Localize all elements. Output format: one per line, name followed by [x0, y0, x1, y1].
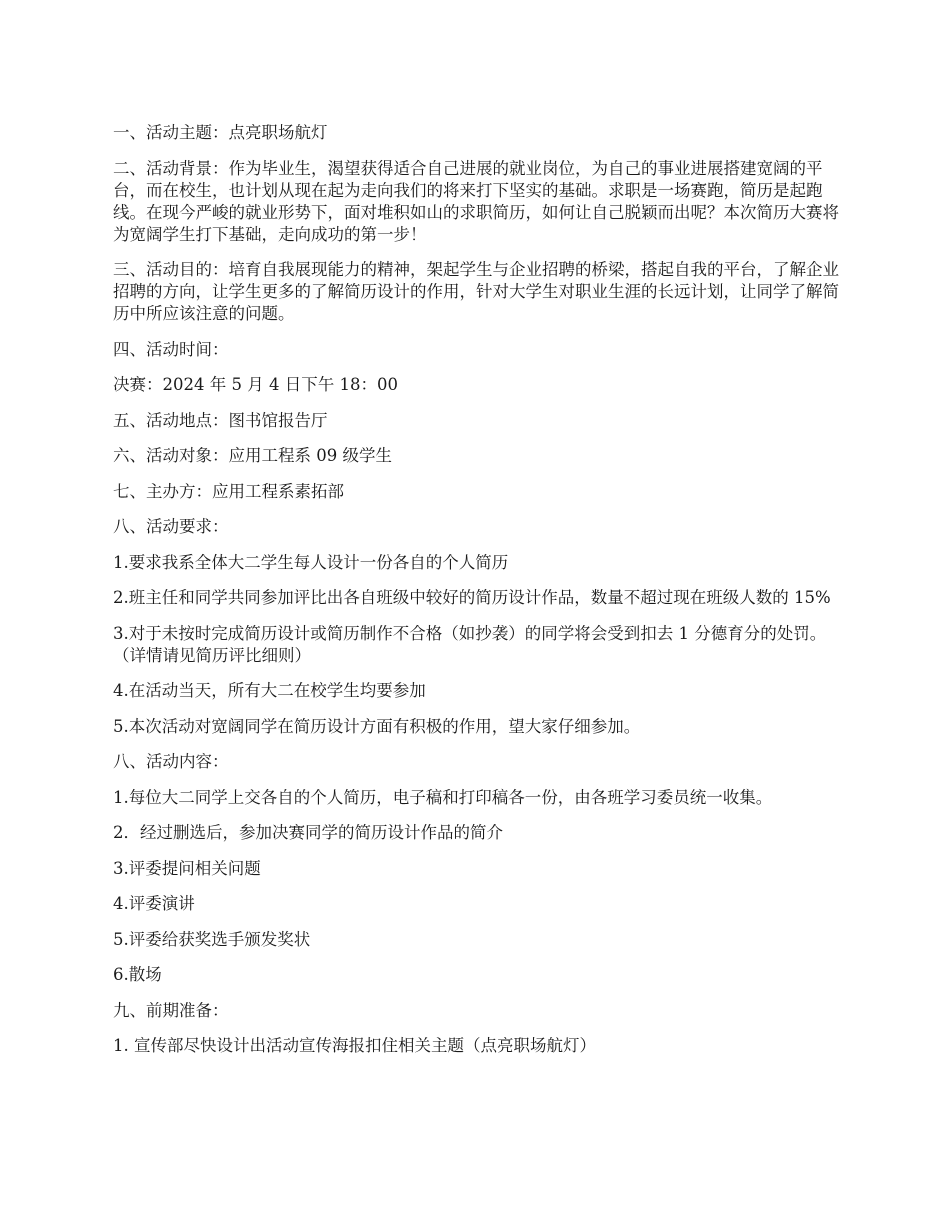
requirement-item: 4.在活动当天，所有大二在校学生均要参加	[113, 681, 426, 700]
section-theme: 一、活动主题：点亮职场航灯	[113, 123, 328, 142]
section-audience: 六、活动对象：应用工程系 09 级学生	[113, 446, 392, 465]
section-purpose: 三、活动目的：培育自我展现能力的精神，架起学生与企业招聘的桥梁，搭起自我的平台，了解企业招聘的方向，让学生更多的了解简历设计的作用，针对大学生对职业生涯的长远计划，让同学了解简历中所应该注意的问题。	[113, 260, 839, 323]
section-preparation-heading: 九、前期准备：	[113, 1000, 229, 1020]
document-body	[113, 122, 843, 1071]
content-item: 1.每位大二同学上交各自的个人简历，电子稿和打印稿各一份，由各班学习委员统一收集。	[113, 787, 773, 807]
content-item: 5.评委给获奖选手颁发奖状	[113, 929, 311, 949]
content-item: 2．经过删选后，参加决赛同学的简历设计作品的简介	[113, 823, 503, 842]
section-organizer: 七、主办方：应用工程系素拓部	[113, 481, 344, 501]
requirement-item: 1.要求我系全体大二学生每人设计一份各自的个人简历	[113, 552, 509, 572]
preparation-item: 1. 宣传部尽快设计出活动宣传海报扣住相关主题（点亮职场航灯）	[113, 1036, 596, 1055]
content-item: 3.评委提问相关问题	[113, 858, 261, 878]
section-background: 二、活动背景：作为毕业生，渴望获得适合自己进展的就业岗位，为自己的事业进展搭建宽阔的平台，而在校生，也计划从现在起为走向我们的将来打下坚实的基础。求职是一场赛跑，简历是起跑线。在现今严峻的就业形势下，面对堆积如山的求职简历，如何让自己脱颖而出呢？本次简历大赛将为宽阔学生打下基础，走向成功的第一步！	[113, 158, 839, 244]
final-time: 决赛：2024 年 5 月 4 日下午 18：00	[113, 375, 398, 394]
section-time-heading: 四、活动时间：	[113, 339, 229, 359]
section-requirements-heading: 八、活动要求：	[113, 517, 229, 536]
content-item: 6.散场	[113, 965, 162, 984]
section-content-heading: 八、活动内容：	[113, 752, 229, 771]
requirement-item: 3.对于未按时完成简历设计或简历制作不合格（如抄袭）的同学将会受到扣去 1 分德育分的处罚。（详情请见简历评比细则）	[113, 623, 827, 665]
section-location: 五、活动地点：图书馆报告厅	[113, 410, 328, 430]
requirement-item: 5.本次活动对宽阔同学在简历设计方面有积极的作用，望大家仔细参加。	[113, 716, 641, 736]
content-item: 4.评委演讲	[113, 894, 195, 913]
requirement-item: 2.班主任和同学共同参加评比出各自班级中较好的简历设计作品，数量不超过现在班级人数的 15%	[113, 588, 831, 607]
